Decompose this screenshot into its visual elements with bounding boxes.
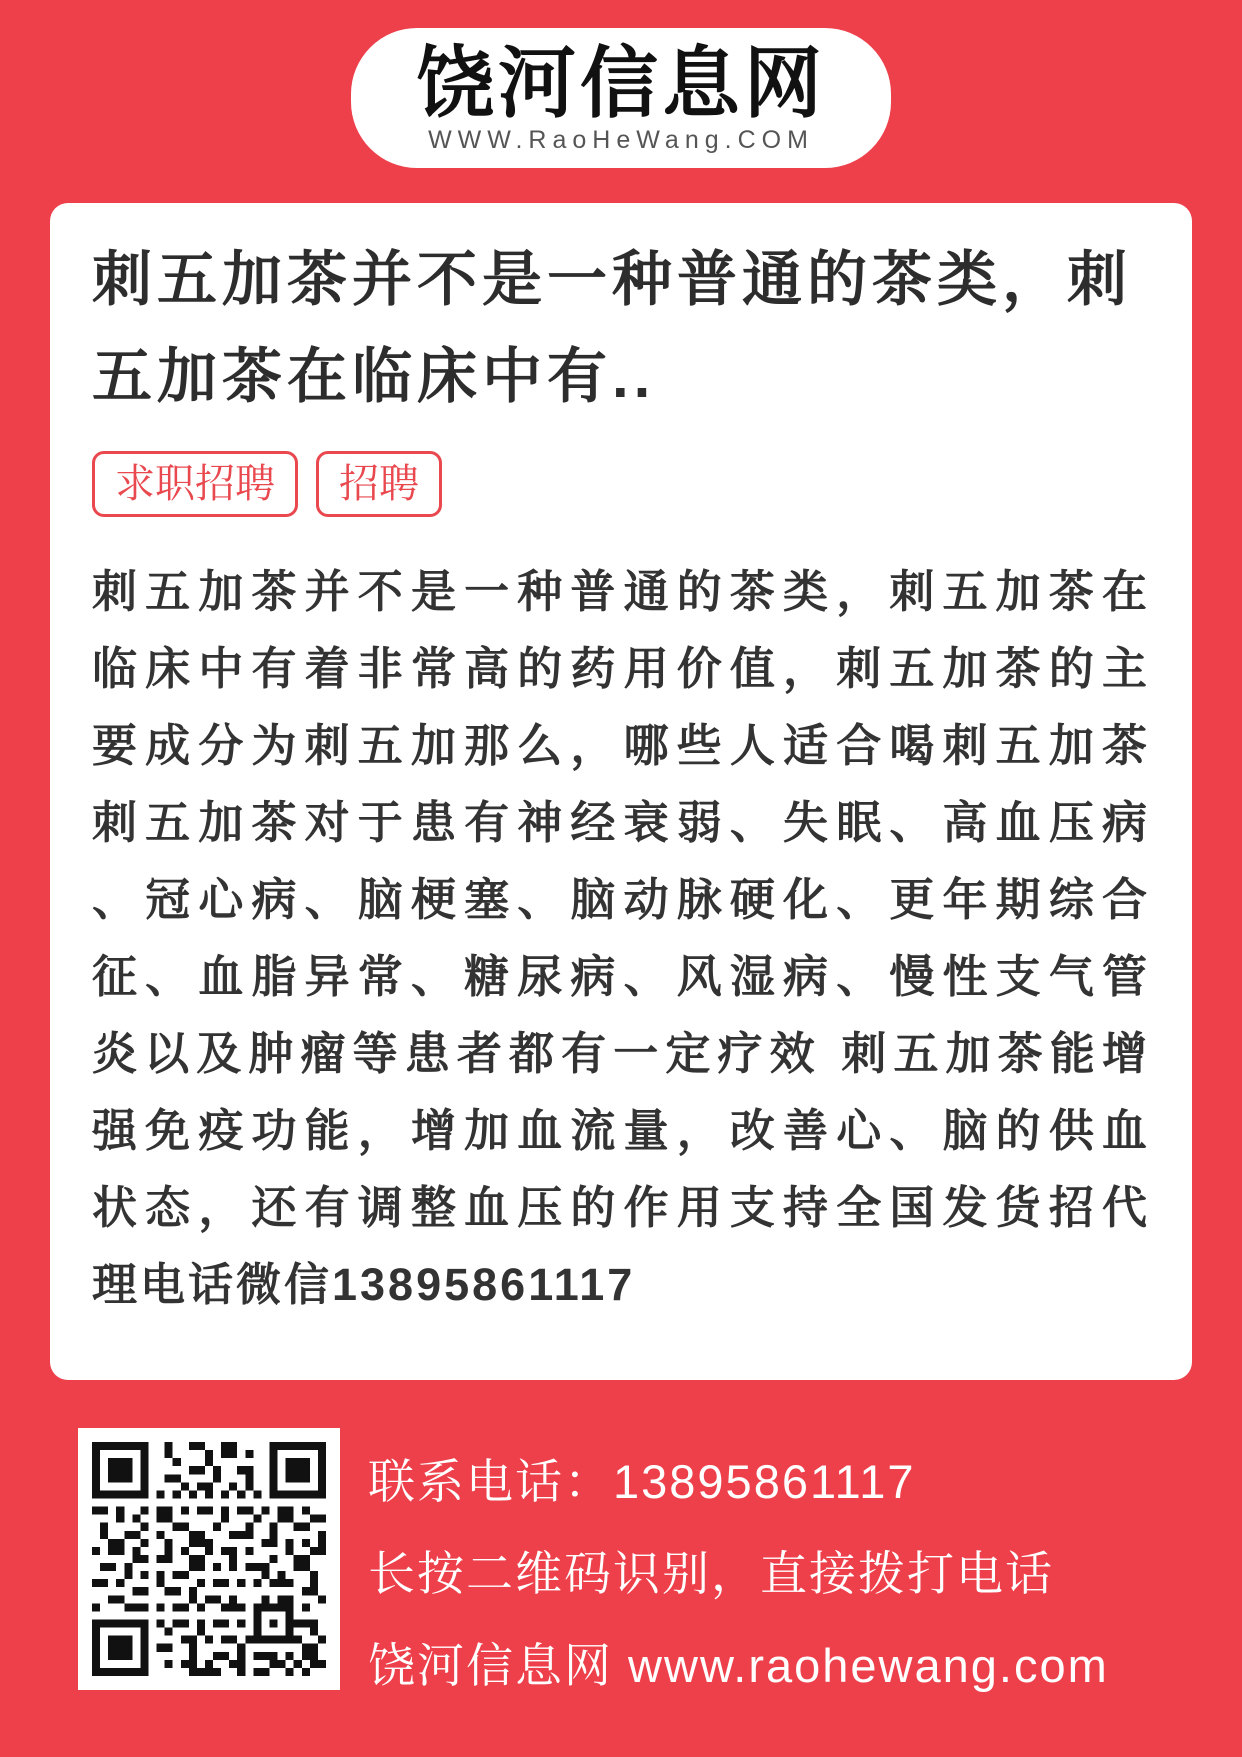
footer-contact-block	[368, 1436, 1109, 1712]
body-line: 刺五加茶并不是一种普通的茶类，刺五加茶在	[92, 566, 1150, 617]
body-line: 强免疫功能，增加血流量，改善心、脑的供血	[92, 1105, 1150, 1156]
site-logo-pill	[351, 28, 891, 168]
body-line: 、冠心病、脑梗塞、脑动脉硬化、更年期综合	[92, 874, 1150, 925]
tag-badge-recruit[interactable]: 招聘	[316, 451, 442, 517]
body-line: 要成分为刺五加那么，哪些人适合喝刺五加茶	[92, 720, 1150, 771]
body-line: 临床中有着非常高的药用价值，刺五加茶的主	[92, 643, 1150, 694]
body-line: 刺五加茶对于患有神经衰弱、失眠、高血压病	[92, 797, 1150, 848]
article-title-line: 五加茶在临床中有..	[92, 343, 656, 410]
site-logo-url: WWW.RaoHeWang.COM	[428, 125, 814, 154]
tag-badge-job-recruit[interactable]: 求职招聘	[92, 451, 298, 517]
body-line: 征、血脂异常、糖尿病、风湿病、慢性支气管	[92, 951, 1150, 1002]
site-footer-line: 饶河信息网 www.raohewang.com	[368, 1639, 1109, 1692]
article-card	[50, 203, 1192, 1380]
qr-code-pattern	[92, 1442, 326, 1676]
site-logo-title: 饶河信息网	[415, 38, 826, 127]
article-title-line: 刺五加茶并不是一种普通的茶类，刺	[92, 246, 1132, 313]
tag-row	[92, 451, 1150, 517]
body-line: 炎以及肿瘤等患者都有一定疗效 刺五加茶能增	[92, 1028, 1150, 1079]
qr-instruction-line: 长按二维码识别，直接拨打电话	[368, 1547, 1054, 1600]
body-line: 状态，还有调整血压的作用支持全国发货招代	[92, 1182, 1150, 1233]
article-title[interactable]	[92, 231, 1150, 425]
body-line: 理电话微信13895861117	[92, 1259, 636, 1310]
article-body	[92, 553, 1150, 1323]
qr-code[interactable]	[78, 1428, 340, 1690]
contact-phone-line: 联系电话：13895861117	[368, 1455, 916, 1508]
